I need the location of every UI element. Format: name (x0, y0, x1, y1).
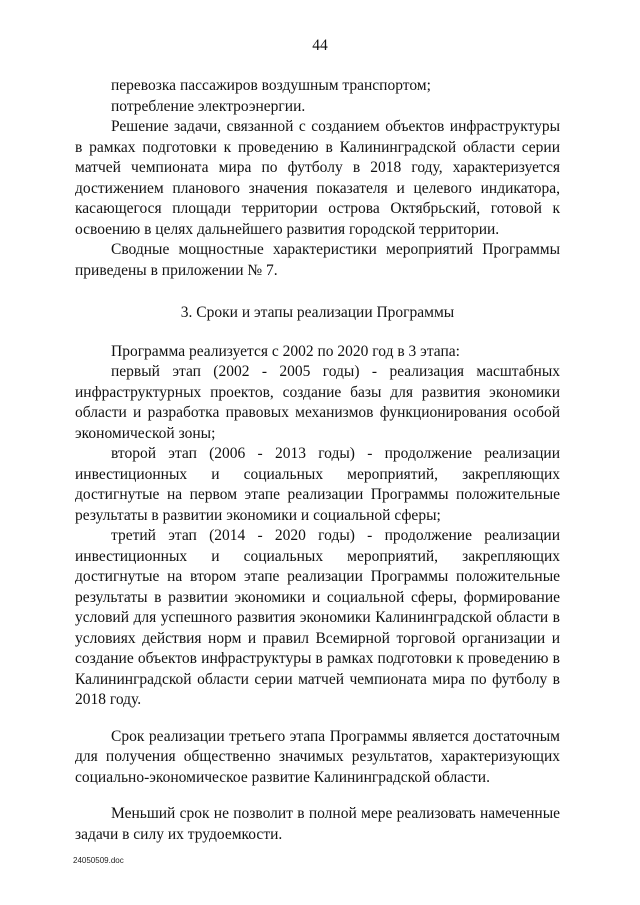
list-line-electricity: потребление электроэнергии. (111, 97, 306, 115)
paragraph-third-stage-duration: Срок реализации третьего этапа Программы является достаточным для получения общественно значимых результатов, характеризующих социально-экономическое развитие Калининградской области. (75, 727, 560, 786)
page-number: 44 (312, 37, 328, 54)
paragraph-infrastructure: Решение задачи, связанной с созданием объектов инфраструктуры в рамках подготовки к проведению в Калининградской области серии матчей чемпионата мира по футболу в 2018 году, характеризуется достижением планового значения показателя и целевого индикатора, касающегося площади территории острова Октябрьский, готовой к освоению в целях дальнейшего развития городской территории. (75, 118, 560, 238)
list-line-air-transport: перевозка пассажиров воздушным транспортом; (111, 77, 431, 94)
stage-second: второй этап (2006 - 2013 годы) - продолжение реализации инвестиционных и социальных мероприятий, закрепляющих достигнутые на первом этапе реализации Программы положительные результаты в развитии экономики и социальной сферы; (75, 445, 560, 524)
paragraph-capacity-summary: Сводные мощностные характеристики мероприятий Программы приведены в приложении № 7. (75, 241, 560, 279)
document-body (75, 76, 560, 845)
program-intro: Программа реализуется с 2002 по 2020 год в 3 этапа: (111, 342, 460, 360)
paragraph-shorter-term: Меньший срок не позволит в полной мере реализовать намеченные задачи в силу их трудоемкости. (75, 805, 560, 843)
section-heading: 3. Сроки и этапы реализации Программы (180, 304, 455, 321)
file-name-footer: 24050509.doc (73, 856, 124, 865)
stage-first: первый этап (2002 - 2005 годы) - реализация масштабных инфраструктурных проектов, создание базы для развития экономики области и разработка правовых механизмов функционирования особой экономической зоны; (75, 363, 560, 442)
stage-third: третий этап (2014 - 2020 годы) - продолжение реализации инвестиционных и социальных мероприятий, закрепляющих достигнутые на втором этапе реализации Программы положительные результаты в развитии экономики и социальной сферы, формирование условий для успешного развития экономики Калининградской области в условиях действия норм и правил Всемирной торговой организации и создание объектов инфраструктуры в рамках подготовки к проведению в Калининградской области серии матчей чемпионата мира по футболу в 2018 году. (75, 527, 560, 708)
